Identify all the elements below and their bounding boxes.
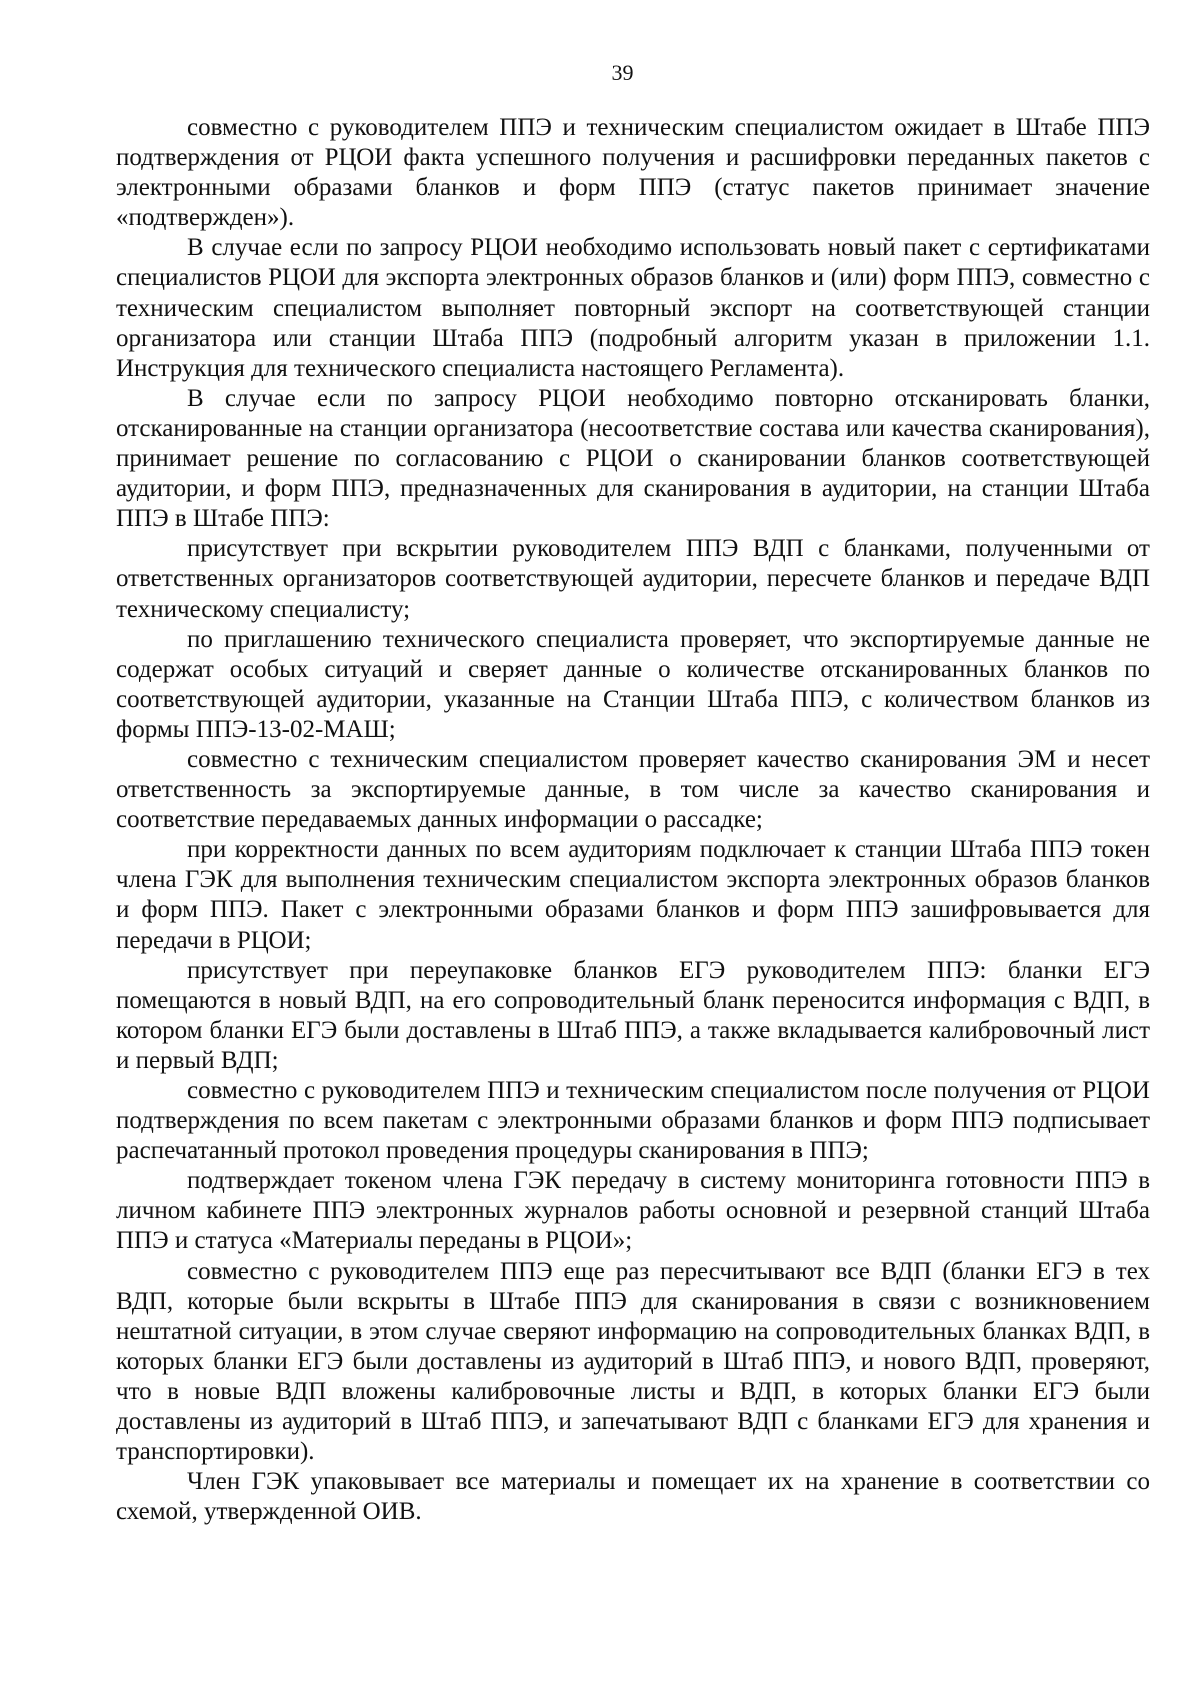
list-item: подтверждает токеном члена ГЭК передачу в систему мониторинга готовности ППЭ в личном кабинете ППЭ электронных журналов работы основной и резервной станций Штаба ППЭ и статуса «Материалы переданы в РЦОИ»; <box>116 1167 1150 1255</box>
list-item: при корректности данных по всем аудиториям подключает к станции Штаба ППЭ токен члена ГЭК для выполнения техническим специалистом экспорта электронных образов бланков и форм ППЭ. Пакет с электронными образами бланков и форм ППЭ зашифровывается для передачи в РЦОИ; <box>116 836 1150 954</box>
list-item: совместно с руководителем ППЭ еще раз пересчитывают все ВДП (бланки ЕГЭ в тех ВДП, которые были вскрыты в Штабе ППЭ для сканирования в связи с возникновением нештатной ситуации, в этом случае сверяют информацию на сопроводительных бланках ВДП, в которых бланки ЕГЭ были доставлены из аудиторий в Штаб ППЭ, и нового ВДП, проверяют, что в новые ВДП вложены калибровочные листы и ВДП, в которых бланки ЕГЭ были доставлены из аудиторий в Штаб ППЭ, и запечатывают ВДП с бланками ЕГЭ для хранения и транспортировки). <box>116 1257 1150 1466</box>
paragraph: В случае если по запросу РЦОИ необходимо повторно отсканировать бланки, отсканированные на станции организатора (несоответствие состава или качества сканирования), принимает решение по согласованию с РЦОИ о сканировании бланков соответствующей аудитории, и форм ППЭ, предназначенных для сканирования в аудитории, на станции Штаба ППЭ в Штабе ППЭ: <box>116 384 1150 533</box>
list-item: совместно с техническим специалистом проверяет качество сканирования ЭМ и несет ответственность за экспортируемые данные, в том числе за качество сканирования и соответствие передаваемых данных информации о рассадке; <box>116 745 1150 834</box>
paragraph: Член ГЭК упаковывает все материалы и помещает их на хранение в соответствии со схемой, утвержденной ОИВ. <box>116 1468 1150 1526</box>
page-number: 39 <box>611 60 634 85</box>
paragraph: совместно с руководителем ППЭ и техническим специалистом ожидает в Штабе ППЭ подтверждения от РЦОИ факта успешного получения и расшифровки переданных пакетов с электронными образами бланков и форм ППЭ (статус пакетов принимает значение «подтвержден»). <box>116 114 1150 232</box>
list-item: совместно с руководителем ППЭ и техническим специалистом после получения от РЦОИ подтверждения по всем пакетам с электронными образами бланков и форм ППЭ подписывает распечатанный протокол проведения процедуры сканирования в ППЭ; <box>116 1077 1150 1165</box>
list-item: присутствует при переупаковке бланков ЕГЭ руководителем ППЭ: бланки ЕГЭ помещаются в новый ВДП, на его сопроводительный бланк переносится информация с ВДП, в котором бланки ЕГЭ были доставлены в Штаб ППЭ, а также вкладывается калибровочный лист и первый ВДП; <box>116 956 1150 1074</box>
paragraph: В случае если по запросу РЦОИ необходимо использовать новый пакет с сертификатами специалистов РЦОИ для экспорта электронных образов бланков и (или) форм ППЭ, совместно с техническим специалистом выполняет повторный экспорт на соответствующей станции организатора или станции Штаба ППЭ (подробный алгоритм указан в приложении 1.1. Инструкция для технического специалиста настоящего Регламента). <box>116 234 1150 382</box>
list-item: присутствует при вскрытии руководителем ППЭ ВДП с бланками, полученными от ответственных организаторов соответствующей аудитории, пересчете бланков и передаче ВДП техническому специалисту; <box>116 535 1150 623</box>
list-item: по приглашению технического специалиста проверяет, что экспортируемые данные не содержат особых ситуаций и сверяет данные о количестве отсканированных бланков по соответствующей аудитории, указанные на Станции Штаба ППЭ, с количеством бланков из формы ППЭ-13-02-МАШ; <box>116 625 1150 743</box>
document-body <box>116 113 1150 1527</box>
